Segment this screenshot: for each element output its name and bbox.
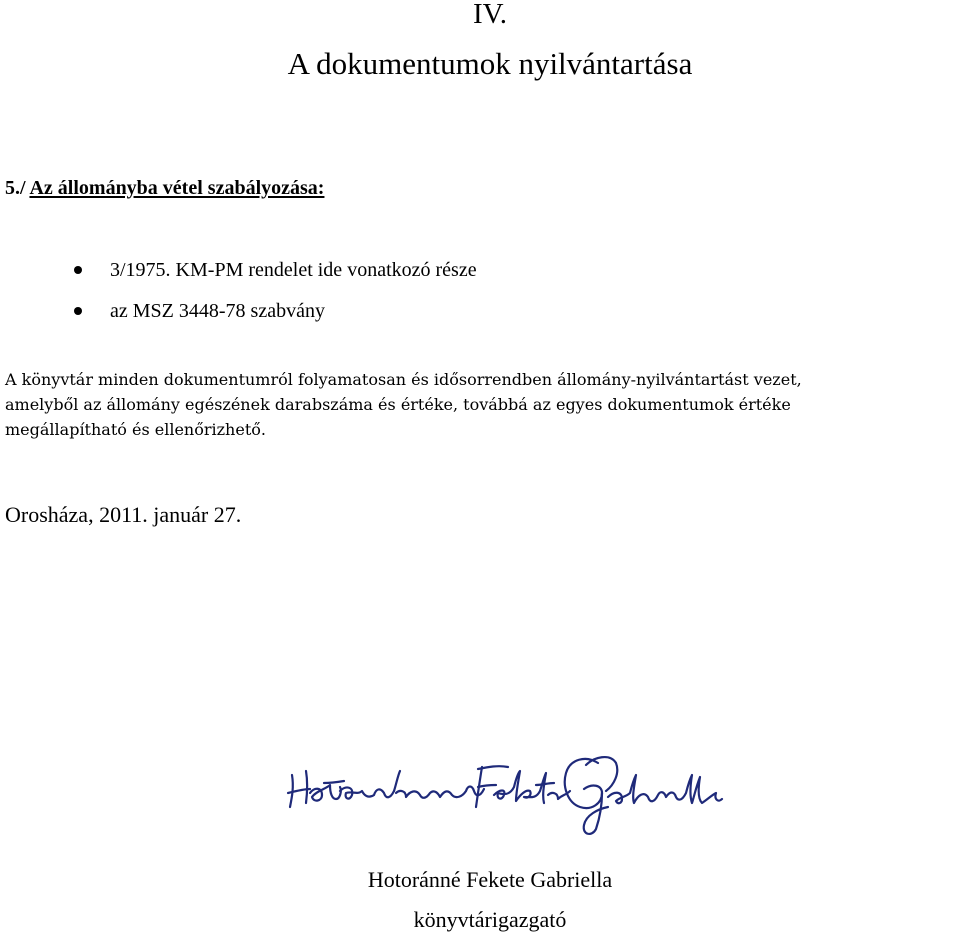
place-and-date: Orosháza, 2011. január 27. xyxy=(5,502,242,527)
document-title: A dokumentumok nyilvántartása xyxy=(287,46,693,81)
body-paragraph xyxy=(5,367,960,442)
list-item-text: 3/1975. KM-PM rendelet ide vonatkozó része xyxy=(110,259,477,281)
signer-name: Hotoránné Fekete Gabriella xyxy=(367,867,613,892)
handwritten-signature xyxy=(280,745,725,840)
list-item-text: az MSZ 3448-78 szabvány xyxy=(110,300,325,322)
chapter-number: IV. xyxy=(472,0,508,30)
paragraph-line: A könyvtár minden dokumentumról folyamatosan és idősorrendben állomány-nyilvántartást vezet, xyxy=(5,370,802,389)
paragraph-line: megállapítható és ellenőrizhető. xyxy=(5,420,266,439)
signature-strokes xyxy=(288,757,722,834)
signer-role: könyvtárigazgató xyxy=(413,907,567,932)
section-heading-text: Az állományba vétel szabályozása: xyxy=(29,177,325,199)
bullet-icon xyxy=(74,266,82,274)
paragraph-line: amelyből az állomány egészének darabszáma és értéke, továbbá az egyes dokumentumok értéke xyxy=(5,395,791,414)
section-heading xyxy=(5,174,324,202)
bullet-icon xyxy=(74,307,82,315)
section-number: 5./ xyxy=(5,177,26,199)
